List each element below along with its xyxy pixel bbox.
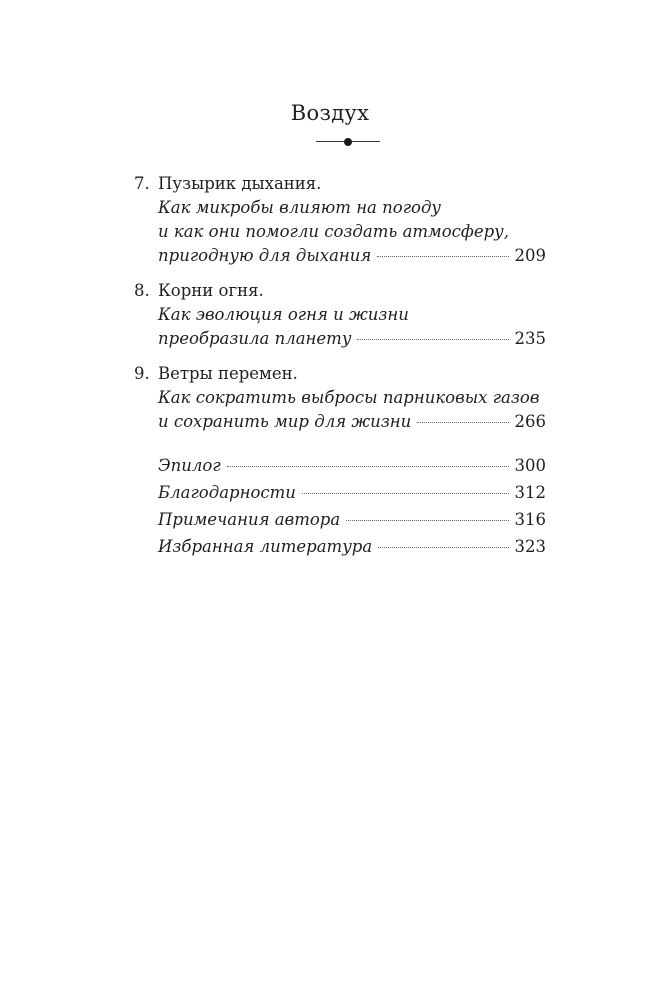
- toc-back-matter: [134, 454, 546, 559]
- dot-leader: [346, 520, 508, 521]
- chapter-title: Пузырик дыхания.: [158, 174, 322, 193]
- chapter-title: Ветры перемен.: [158, 364, 298, 383]
- chapter-number: 7.: [134, 174, 150, 193]
- dot-leader: [302, 493, 509, 494]
- chapter-subtitle-line: преобразила планету: [158, 329, 352, 348]
- entry-title: Избранная литература: [158, 537, 373, 556]
- entry-title: Эпилог: [158, 456, 221, 475]
- toc-entry-line: [134, 244, 546, 268]
- toc-chapter-7: [134, 172, 546, 268]
- chapter-subtitle-line: Как микробы влияют на погоду: [158, 198, 442, 217]
- dot-leader: [417, 422, 508, 423]
- chapter-subtitle-line: и сохранить мир для жизни: [158, 412, 412, 431]
- section-title: Воздух: [290, 101, 370, 125]
- toc-entry-bibliography: [134, 535, 546, 559]
- chapter-subtitle-line: и как они помогли создать атмосферу,: [158, 222, 509, 241]
- toc-chapter-9: [134, 362, 546, 434]
- dot-leader: [227, 466, 509, 467]
- dot-leader: [377, 256, 508, 257]
- chapter-subtitle-line: Как сократить выбросы парниковых газов: [158, 388, 540, 407]
- chapter-number: 9.: [134, 364, 150, 383]
- dot-leader: [378, 547, 508, 548]
- title-ornament: [316, 138, 380, 146]
- page-number: 323: [514, 537, 546, 556]
- entry-title: Благодарности: [158, 483, 296, 502]
- page-number: 235: [514, 329, 546, 348]
- page-number: 266: [514, 412, 546, 431]
- entry-title: Примечания автора: [158, 510, 341, 529]
- toc-chapter-8: [134, 279, 546, 351]
- table-of-contents: [134, 172, 546, 562]
- page-number: 316: [514, 510, 546, 529]
- toc-entry-author-notes: [134, 508, 546, 532]
- page-number: 209: [514, 246, 546, 265]
- page-number: 312: [514, 483, 546, 502]
- toc-entry-line: [134, 327, 546, 351]
- chapter-number: 8.: [134, 281, 150, 300]
- toc-entry-line: [134, 410, 546, 434]
- chapter-subtitle-line: Как эволюция огня и жизни: [158, 305, 409, 324]
- page-number: 300: [514, 456, 546, 475]
- toc-entry-epilogue: [134, 454, 546, 478]
- dot-leader: [357, 339, 508, 340]
- ornament-dot: [344, 138, 352, 146]
- chapter-title: Корни огня.: [158, 281, 264, 300]
- chapter-subtitle-line: пригодную для дыхания: [158, 246, 372, 265]
- toc-entry-acknowledgements: [134, 481, 546, 505]
